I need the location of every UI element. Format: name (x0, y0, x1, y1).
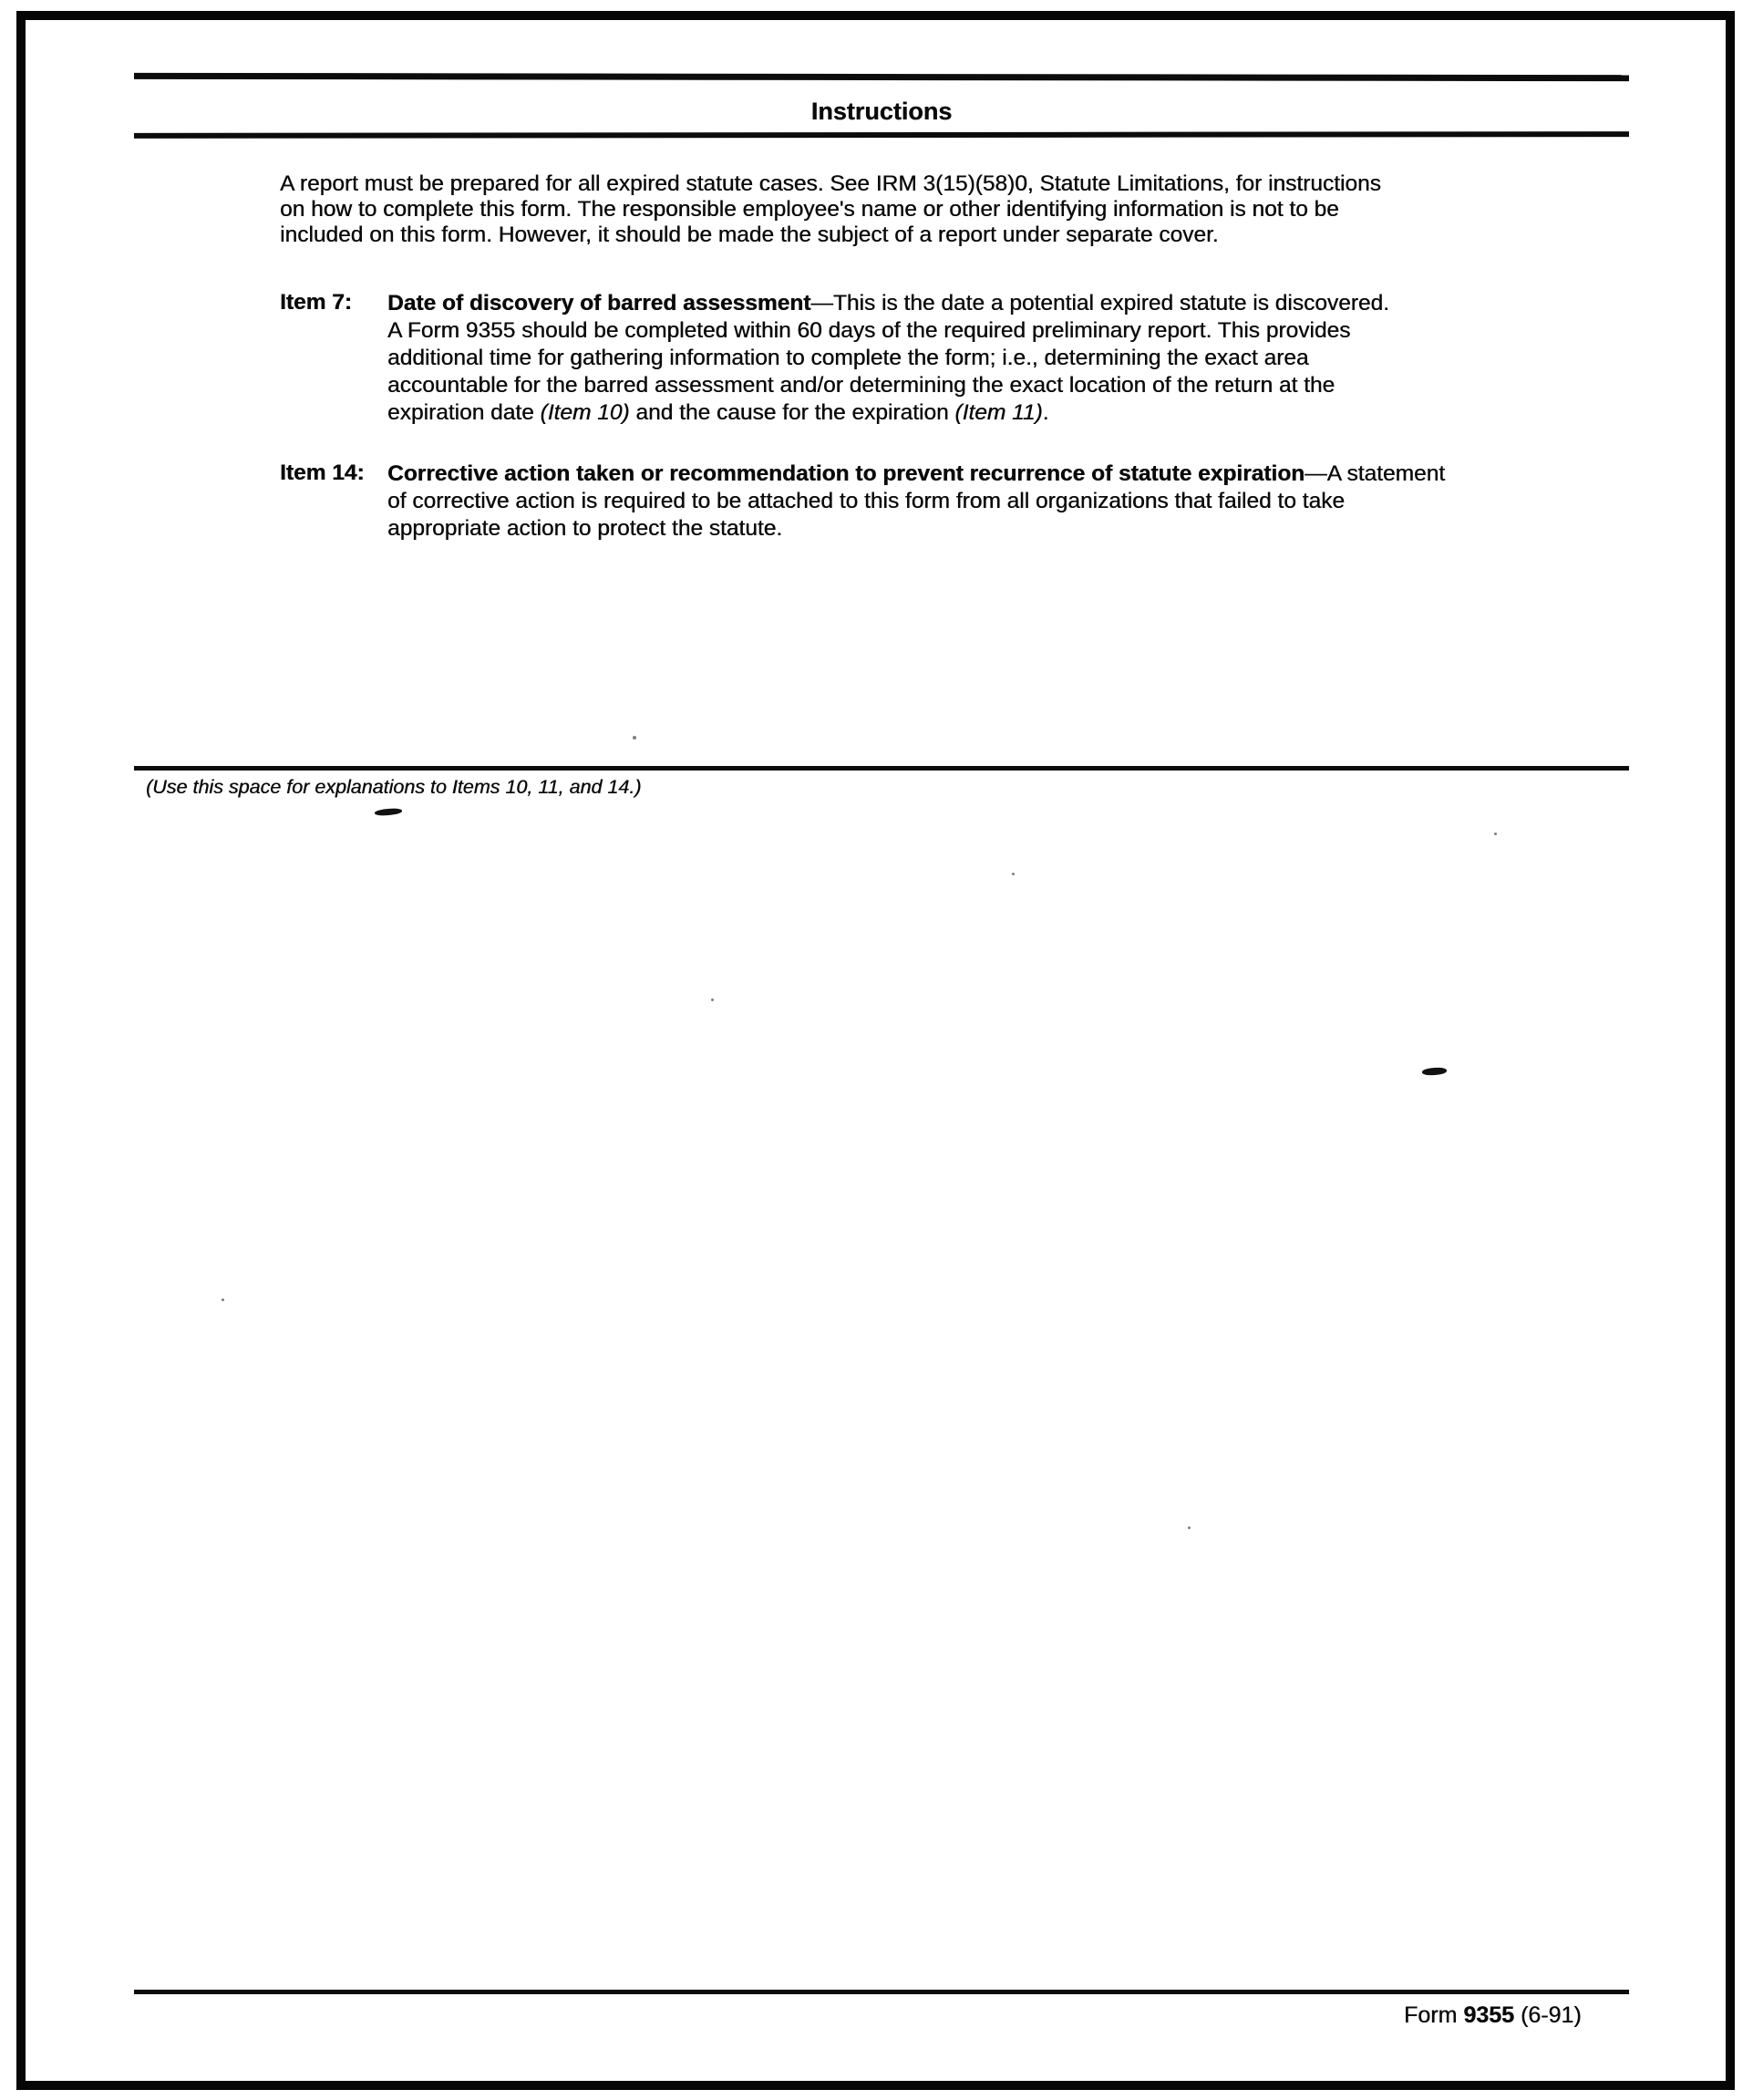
item-14-body-text: —A statement of corrective action is required to be attached to this form from all organizations that failed to take appropriate action to protect the statute. (387, 461, 1446, 541)
item-14-label: Item 14: (280, 460, 365, 485)
scan-speck (1188, 1526, 1191, 1529)
item-14-heading: Corrective action taken or recommendation to prevent recurrence of statute expiration (387, 461, 1305, 486)
item-7-heading: Date of discovery of barred assessment (387, 291, 811, 316)
scan-speck (1012, 873, 1015, 875)
instruction-item-14 (280, 460, 1647, 543)
footer-rule (134, 1990, 1629, 1994)
item-7-label: Item 7: (280, 290, 352, 315)
scan-speck (633, 736, 636, 740)
item-7-body-text-3: . (1042, 400, 1049, 425)
item-7-text (387, 290, 1664, 427)
item-7-ref-item10: (Item 10) (540, 400, 630, 425)
form-number-footer (1404, 2002, 1582, 2029)
item-7-body-text-2: and the cause for the expiration (629, 400, 955, 425)
instruction-item-7 (280, 290, 1647, 427)
item-14-text (387, 460, 1664, 543)
footer-form-word: Form (1404, 2002, 1458, 2028)
scan-speck (711, 998, 714, 1001)
item-7-body-text: —This is the date a potential expired statute is discovered. A Form 9355 should be completed within 60 days of the required preliminary report. This provides additional time for gathering information to complete the form; i.e., determining the exact area accountable for the barred assessment and/or determining the exact location of the return at the expiration date (387, 291, 1389, 425)
scan-speck (1494, 833, 1497, 835)
explanation-caption: (Use this space for explanations to Items 10, 11, and 14.) (146, 776, 642, 798)
explanation-section-rule (134, 766, 1629, 771)
intro-paragraph: A report must be prepared for all expired statute cases. See IRM 3(15)(58)0, Statute Limitations, for instructions on how to complete this form. The responsible employee's name or other identifying information is not to be included on this form. However, it should be made the subject of a report under separate cover. (280, 171, 1381, 247)
section-title: Instructions (810, 98, 953, 125)
footer-revision: (6-91) (1520, 2002, 1582, 2028)
item-7-ref-item11: (Item 11) (954, 400, 1043, 425)
scan-speck (222, 1298, 224, 1301)
footer-form-number: 9355 (1463, 2002, 1514, 2028)
